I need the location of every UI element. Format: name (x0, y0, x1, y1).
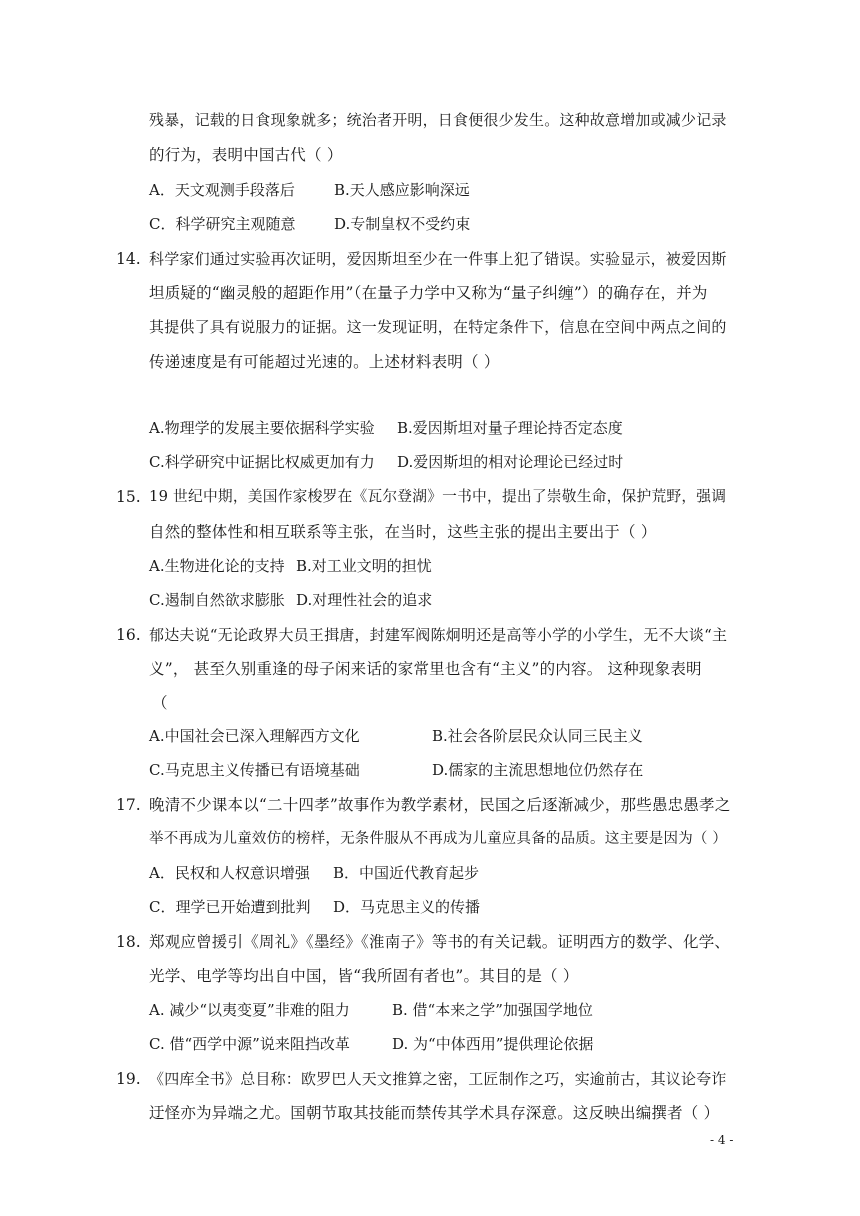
q19-number: 19. (116, 1070, 141, 1088)
q18-option-d: D. 为“中体西用”提供理论依据 (392, 1035, 594, 1053)
q13-option-d: D.专制皇权不受约束 (334, 215, 471, 233)
q14-number: 14. (116, 250, 141, 268)
q19-line-2: 迂怪亦为异端之尤。国朝节取其技能而禁传其学术具存深意。这反映出编撰者（ ） (149, 1104, 720, 1122)
q15-number: 15. (116, 488, 141, 506)
q16-line-1: 郁达夫说“无论政界大员王揖唐，封建军阀陈炯明还是高等小学的小学生，无不大谈“主 (149, 626, 728, 644)
q15-option-d: D.对理性社会的追求 (296, 591, 433, 609)
q16-line-3: （ (152, 694, 168, 712)
q15-option-c: C.遏制自然欲求膨胀 (149, 591, 285, 609)
q18-option-c: C. 借“西学中源”说来阻挡改革 (149, 1035, 350, 1053)
q14-option-b: B.爱因斯坦对量子理论持否定态度 (397, 419, 623, 437)
q16-option-c: C.马克思主义传播已有语境基础 (149, 761, 360, 779)
q16-line-2: 义”， 甚至久别重逢的母子闲来话的家常里也含有“主义”的内容。 这种现象表明 (149, 660, 702, 678)
q17-line-1: 晚清不少课本以“二十四孝”故事作为教学素材，民国之后逐渐减少，那些愚忠愚孝之 (149, 796, 731, 814)
q14-option-a: A.物理学的发展主要依据科学实验 (149, 419, 375, 437)
q18-number: 18. (116, 933, 141, 951)
q18-line-2: 光学、电学等均出自中国，皆“我所固有者也”。其目的是（ ） (149, 967, 579, 985)
q17-option-b: B．中国近代教育起步 (333, 864, 480, 882)
q14-option-c: C.科学研究中证据比权威更加有力 (149, 453, 375, 471)
q16-option-d: D.儒家的主流思想地位仍然存在 (432, 761, 644, 779)
q13-option-a: A．天文观测手段落后 (149, 181, 295, 199)
q17-option-a: A．民权和人权意识增强 (149, 864, 310, 882)
q13-option-b: B.天人感应影响深远 (334, 181, 470, 199)
q18-line-1: 郑观应曾援引《周礼》《墨经》《淮南子》等书的有关记载。证明西方的数学、化学、 (149, 933, 731, 951)
q15-line-2: 自然的整体性和相互联系等主张，在当时，这些主张的提出主要出于（ ） (149, 523, 657, 541)
q13-option-c: C．科学研究主观随意 (149, 215, 296, 233)
q17-number: 17. (116, 796, 141, 814)
q18-option-a: A. 减少“以夷变夏”非难的阻力 (149, 1001, 350, 1019)
q13-line-2: 的行为，表明中国古代（ ） (149, 146, 343, 164)
q16-option-a: A.中国社会已深入理解西方文化 (149, 727, 360, 745)
q15-option-b: B.对工业文明的担忧 (296, 557, 432, 575)
q15-option-a: A.生物进化论的支持 (149, 557, 285, 575)
q17-line-2: 举不再成为儿童效仿的榜样，无条件服从不再成为儿童应具备的品质。这主要是因为（ ） (149, 831, 728, 847)
q14-option-d: D.爱因斯坦的相对论理论已经过时 (397, 453, 624, 471)
q15-line-1: 19 世纪中期，美国作家梭罗在《瓦尔登湖》一书中，提出了崇敬生命，保护荒野，强调 (149, 488, 727, 505)
q14-line-2: 坦质疑的“幽灵般的超距作用”（在量子力学中又称为“量子纠缠”）的确存在，并为 (149, 284, 708, 302)
q17-option-d: D．马克思主义的传播 (333, 898, 481, 916)
q14-line-4: 传递速度是有可能超过光速的。上述材料表明（ ） (149, 353, 500, 371)
q14-line-3: 其提供了具有说服力的证据。这一发现证明，在特定条件下，信息在空间中两点之间的 (149, 318, 727, 336)
q13-line-1: 残暴，记载的日食现象就多；统治者开明，日食便很少发生。这种故意增加或减少记录 (149, 111, 727, 129)
q14-line-1: 科学家们通过实验再次证明，爱因斯坦至少在一件事上犯了错误。实验显示，被爱因斯 (149, 250, 727, 268)
q18-option-b: B. 借“本来之学”加强国学地位 (392, 1001, 593, 1019)
page-number: - 4 - (710, 1133, 734, 1147)
q16-number: 16. (116, 626, 141, 644)
q19-line-1: 《四库全书》总目称：欧罗巴人天文推算之密，工匠制作之巧，实逾前古，其议论夸诈 (149, 1070, 727, 1088)
q16-option-b: B.社会各阶层民众认同三民主义 (432, 727, 643, 745)
q17-option-c: C．理学已开始遭到批判 (149, 898, 311, 916)
